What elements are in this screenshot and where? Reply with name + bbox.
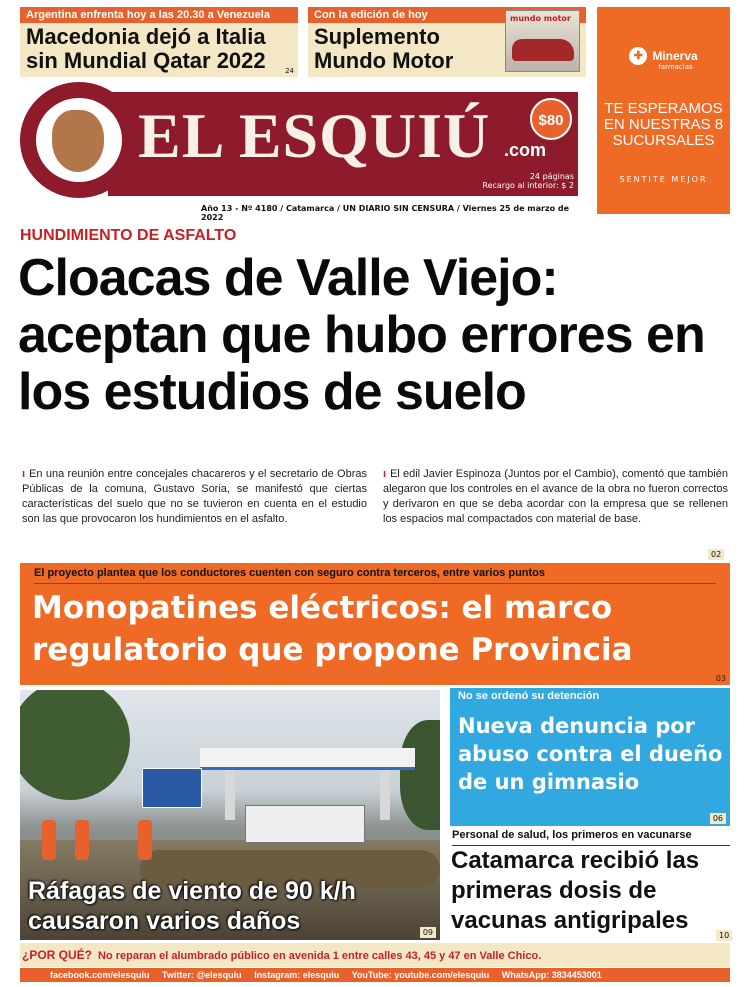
street-sign (142, 768, 202, 808)
blue-story-headline: Nueva denuncia por abuso contra el dueño de un gimnasio (458, 714, 723, 794)
page-number: 09 (420, 927, 436, 938)
canopy-pillar (225, 770, 235, 820)
main-story-kicker: HUNDIMIENTO DE ASFALTO (20, 227, 237, 244)
teaser-kicker: Con la edición de hoy (308, 7, 586, 23)
page-count: 24 páginas (529, 172, 574, 181)
tree-shape (20, 690, 130, 800)
ad-brand-name: Minerva (652, 49, 698, 63)
magazine-title: mundo motor (510, 14, 571, 23)
edition-pages (482, 172, 574, 190)
advertisement[interactable] (597, 7, 730, 214)
price-badge: $80 (530, 98, 572, 140)
edition-info: Año 13 - Nº 4180 / Catamarca / UN DIARIO SIN CENSURA / Viernes 25 de marzo de 2022 (201, 204, 570, 222)
surcharge: Recargo al interior: $ 2 (482, 181, 574, 190)
photo-story[interactable] (20, 690, 440, 940)
teaser-sports[interactable] (20, 7, 298, 77)
facebook-link[interactable]: facebook.com/elesquiu (50, 970, 150, 980)
main-story-column-2 (383, 467, 728, 527)
newspaper-name: EL ESQUIÚ (138, 100, 491, 171)
vaccine-story-kicker: Personal de salud, los primeros en vacunarse (452, 829, 692, 841)
page-number: 03 (715, 674, 726, 683)
band-story[interactable] (20, 563, 730, 685)
gas-station-canopy (200, 748, 415, 770)
teaser-kicker: Argentina enfrenta hoy a las 20.30 a Venezuela (20, 7, 298, 23)
twitter-link[interactable]: Twitter: @elesquiu (162, 970, 242, 980)
social-links-bar (20, 968, 730, 982)
ad-tagline: SENTITE MEJOR (619, 175, 708, 184)
teaser-supplement[interactable] (308, 7, 586, 77)
worker-figure (138, 820, 152, 860)
tree-shape (400, 720, 440, 830)
band-story-kicker: El proyecto plantea que los conductores cuenten con seguro contra terceros, entre varios puntos (34, 567, 546, 579)
why-text: No reparan el alumbrado público en avenida 1 entre calles 43, 45 y 47 en Valle Chico. (98, 950, 542, 962)
main-story-column-1 (22, 467, 367, 527)
page-number: 06 (710, 813, 726, 824)
page-number: 10 (716, 930, 732, 941)
masthead (18, 80, 588, 222)
band-story-headline: Monopatines eléctricos: el marco regulatorio que propone Provincia (32, 590, 633, 668)
photo-caption: Ráfagas de viento de 90 k/h causaron varios daños (28, 877, 356, 935)
teaser-headline: Suplemento Mundo Motor (314, 24, 454, 73)
worker-figure (42, 820, 56, 860)
page-number: 24 (285, 67, 294, 75)
magazine-cover-thumbnail (505, 10, 580, 72)
whatsapp-link[interactable]: WhatsApp: 3834453001 (501, 970, 602, 980)
logo-emblem-icon (20, 82, 138, 198)
column-text: En una reunión entre concejales chacareros y el secretario de Obras Públicas de la comuna, Gustavo Soria, se manifestó que ciertas características del suelo que no se tuvieron en cuenta en el estudio son las que provocaron los hundimientos en el asfalto. (22, 468, 367, 525)
ad-brand-sub: farmacias (658, 63, 693, 71)
instagram-link[interactable]: Instagram: elesquiu (254, 970, 340, 980)
bullet-marker: ı (22, 468, 26, 480)
logo-figure (52, 110, 104, 172)
car-image (512, 39, 574, 61)
newspaper-domain: .com (504, 140, 547, 160)
blue-story[interactable] (450, 688, 730, 826)
why-label: ¿POR QUÉ? (22, 948, 93, 962)
main-story-headline[interactable]: Cloacas de Valle Viejo: aceptan que hubo errores en los estudios de suelo (18, 249, 705, 421)
worker-figure (75, 820, 89, 860)
page-number: 02 (708, 549, 724, 560)
bullet-marker: ı (383, 468, 387, 480)
canopy-pillar (380, 770, 390, 820)
ad-message: TE ESPERAMOS EN NUESTRAS 8 SUCURSALES (603, 100, 724, 149)
teaser-headline: Macedonia dejó a Italia sin Mundial Qatar 2022 (26, 24, 266, 73)
youtube-link[interactable]: YouTube: youtube.com/elesquiu (351, 970, 490, 980)
why-strip (20, 943, 730, 967)
column-text: El edil Javier Espinoza (Juntos por el Cambio), comentó que también alegaron que los controles en el avance de la obra no fueron correctos y derivaron en que se deba acordar con la empresa que se rellenen los espacios mal compactados con material de base. (383, 468, 728, 525)
pharmacy-cross-icon: ✚ (629, 47, 647, 65)
utility-truck (245, 805, 365, 843)
vaccine-story-headline[interactable]: Catamarca recibió las primeras dosis de vacunas antigripales (451, 847, 700, 934)
divider (34, 583, 716, 584)
blue-story-kicker: No se ordenó su detención (458, 690, 600, 702)
